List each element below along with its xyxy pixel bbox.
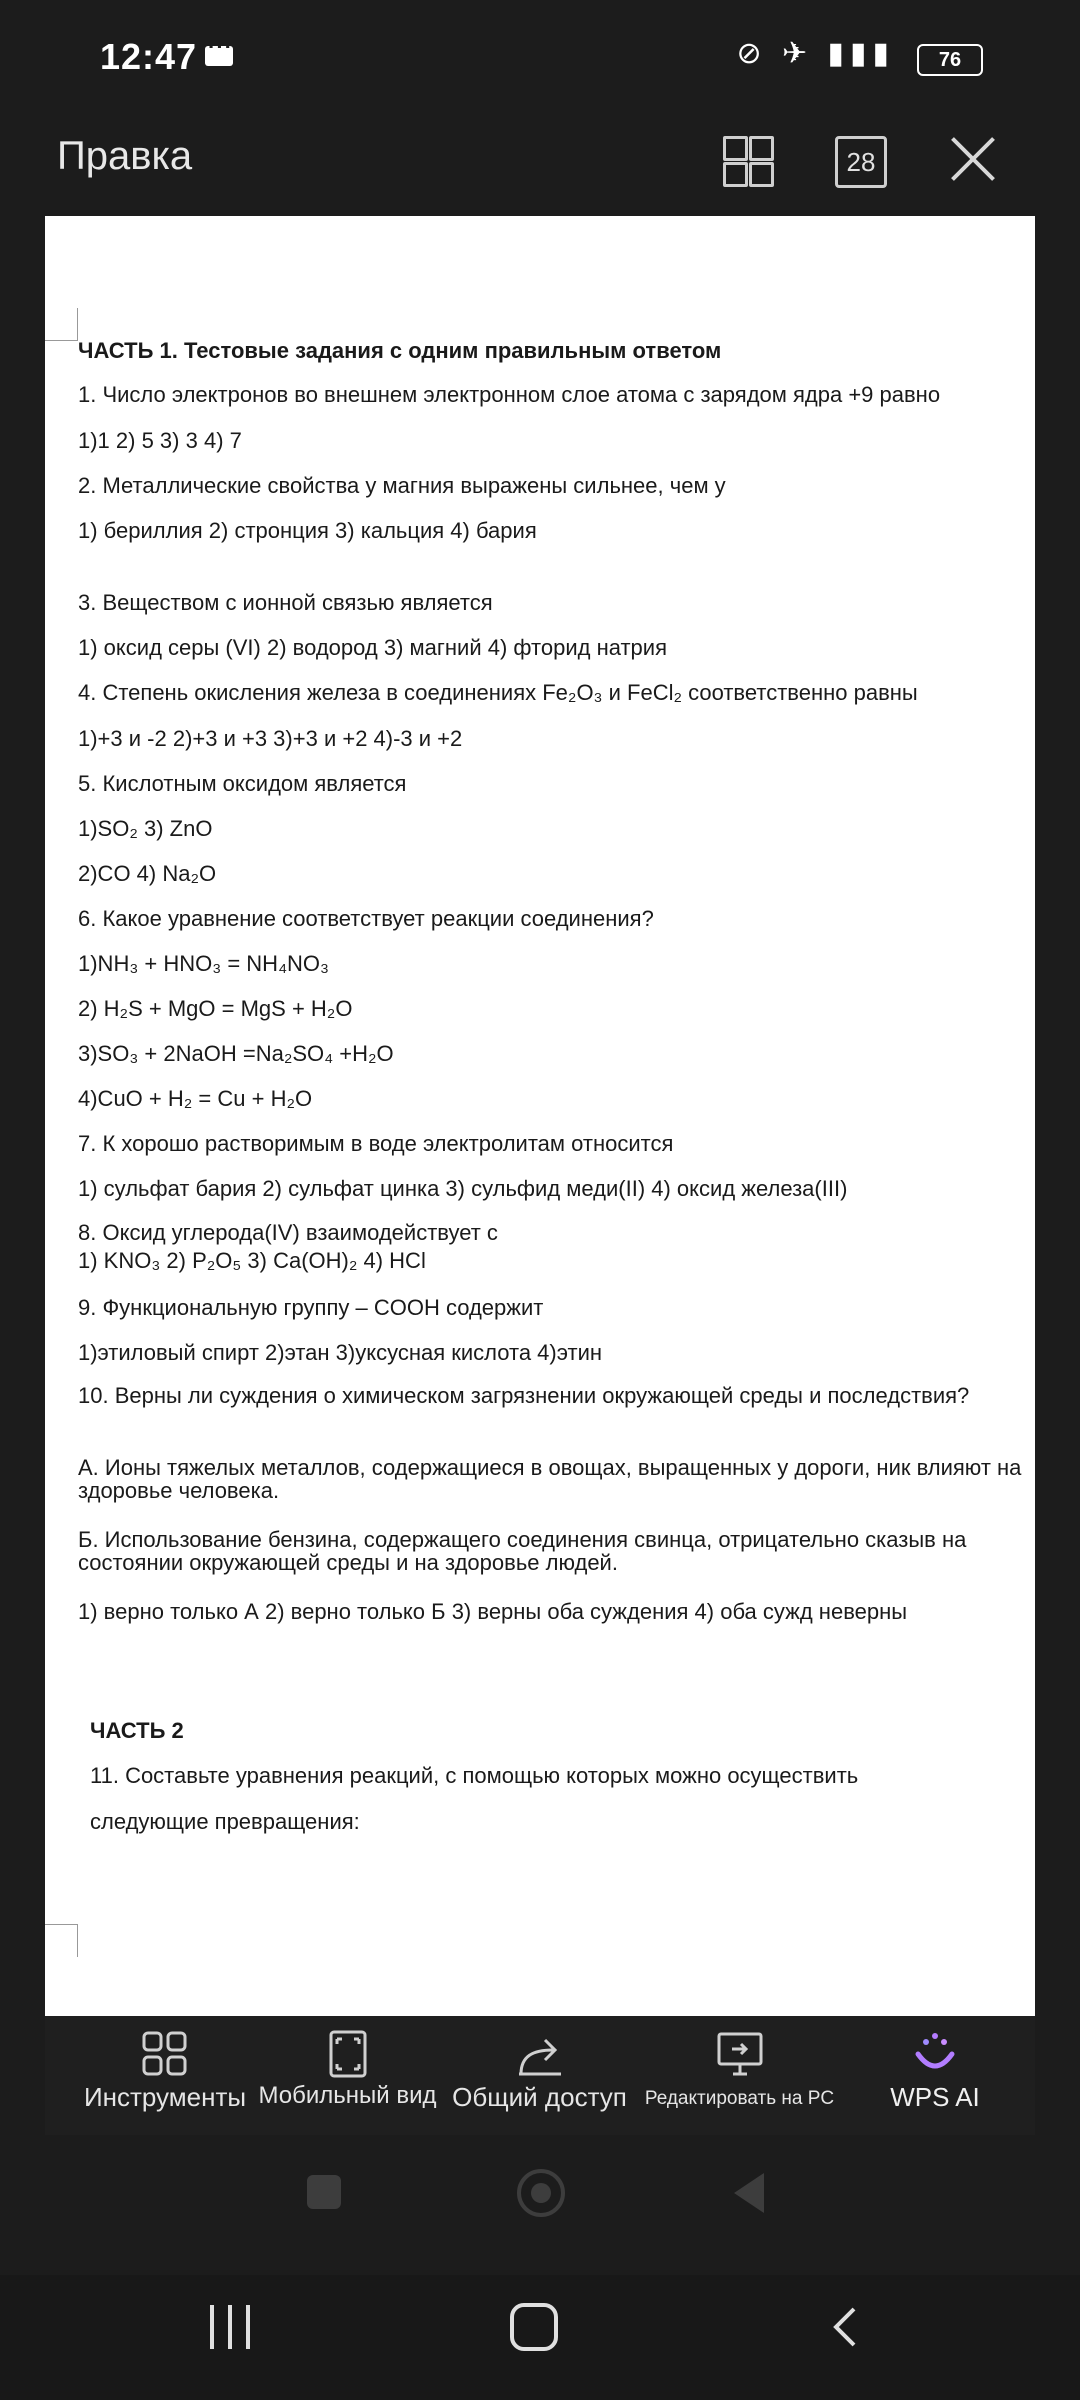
answer-line: 2) H₂S + MgO = MgS + H₂O	[78, 996, 353, 1021]
home-icon[interactable]	[510, 2303, 558, 2351]
question-line: 11. Составьте уравнения реакций, с помощью которых можно осуществить	[90, 1763, 859, 1788]
question-line: 7. К хорошо растворимым в воде электролитам относится	[78, 1131, 674, 1156]
bottom-toolbar	[45, 2016, 1035, 2135]
record-icon[interactable]	[517, 2169, 565, 2217]
status-bar	[45, 0, 1035, 120]
question-line: 1. Число электронов во внешнем электронном слое атома с зарядом ядра +9 равно	[78, 382, 941, 407]
answer-line: 1)+3 и -2 2)+3 и +3 3)+3 и +2 4)-3 и +2	[78, 726, 463, 751]
question-line: 2. Металлические свойства у магния выражены сильнее, чем у	[78, 473, 726, 498]
answer-line: 1) бериллия 2) стронция 3) кальция 4) бария	[78, 518, 537, 543]
status-time: 12:47	[100, 36, 198, 77]
edit-on-pc-button[interactable]	[642, 2030, 837, 2130]
page-count-button[interactable]: 28	[835, 136, 887, 188]
section-heading: ЧАСТЬ 1. Тестовые задания с одним правильным ответом	[78, 338, 722, 363]
answer-line: 1) сульфат бария 2) сульфат цинка 3) сульфид меди(II) 4) оксид железа(III)	[78, 1176, 848, 1201]
signal-icons: ⊘ ✈ ▮▮▮	[736, 37, 895, 70]
question-line: 10. Верны ли суждения о химическом загрязнении окружающей среды и последствия?	[78, 1383, 970, 1408]
section-heading: ЧАСТЬ 2	[90, 1718, 184, 1743]
back-triangle-icon[interactable]	[734, 2173, 764, 2213]
grid-view-icon[interactable]	[723, 136, 771, 184]
edit-on-pc-label: Редактировать на PC	[644, 2088, 835, 2109]
tools-button[interactable]	[55, 2030, 275, 2130]
page-title: Правка	[57, 134, 193, 178]
question-line: 6. Какое уравнение соответствует реакции соединения?	[78, 906, 654, 931]
wps-ai-label: WPS AI	[890, 2082, 980, 2112]
battery-indicator: 76	[917, 44, 983, 76]
app-header	[45, 120, 1035, 216]
answer-line: 1)NH₃ + HNO₃ = NH₄NO₃	[78, 951, 330, 976]
share-icon	[515, 2030, 565, 2078]
answer-line: 4)CuO + H₂ = Cu + H₂O	[78, 1086, 313, 1111]
app-window	[45, 0, 1035, 2135]
wps-ai-button[interactable]	[845, 2030, 1025, 2130]
secondary-nav-bar	[0, 2135, 1080, 2275]
answer-line: 2)CO 4) Na₂O	[78, 861, 217, 886]
answer-line: 1) верно только А 2) верно только Б 3) верны оба суждения 4) оба сужд неверны	[78, 1599, 908, 1624]
statement-line: А. Ионы тяжелых металлов, содержащиеся в овощах, выращенных у дороги, ник влияют на здоровье человека.	[78, 1455, 1022, 1504]
ai-sparkle-icon	[910, 2030, 960, 2078]
system-nav-bar	[0, 2275, 1080, 2400]
page-corner-mark	[45, 1924, 78, 1957]
recent-apps-icon[interactable]	[208, 2305, 252, 2349]
answer-line: 1) KNO₃ 2) P₂O₅ 3) Ca(OH)₂ 4) HCl	[78, 1248, 426, 1273]
statement-line: Б. Использование бензина, содержащего соединения свинца, отрицательно сказыв на состоянии окружающей среды и на здоровье людей.	[78, 1527, 967, 1576]
page-corner-mark	[45, 308, 78, 341]
share-label: Общий доступ	[452, 2082, 627, 2112]
share-button[interactable]	[442, 2030, 637, 2130]
question-line: 9. Функциональную группу – COOH содержит	[78, 1295, 544, 1320]
mobile-view-button[interactable]	[250, 2030, 445, 2130]
answer-line: 1)SO₂ 3) ZnO	[78, 816, 213, 841]
question-line: следующие превращения:	[90, 1809, 360, 1834]
document-page	[45, 216, 1035, 2016]
answer-line: 1)этиловый спирт 2)этан 3)уксусная кислота 4)этин	[78, 1340, 603, 1365]
question-line: 4. Степень окисления железа в соединениях Fe₂O₃ и FeCl₂ соответственно равны	[78, 680, 918, 705]
answer-line: 1)1 2) 5 3) 3 4) 7	[78, 428, 242, 453]
desktop-icon	[715, 2030, 765, 2078]
question-line: 8. Оксид углерода(IV) взаимодействует с	[78, 1220, 498, 1245]
tools-icon	[140, 2030, 190, 2078]
back-icon[interactable]	[826, 2305, 866, 2349]
close-icon[interactable]	[945, 130, 1001, 186]
question-line: 3. Веществом с ионной связью является	[78, 590, 493, 615]
answer-line: 3)SO₃ + 2NaOH =Na₂SO₄ +H₂O	[78, 1041, 394, 1066]
message-icon	[205, 46, 233, 66]
tools-label: Инструменты	[83, 2082, 247, 2112]
answer-line: 1) оксид серы (VI) 2) водород 3) магний 4) фторид натрия	[78, 635, 667, 660]
stop-icon[interactable]	[307, 2175, 341, 2209]
mobile-view-icon	[323, 2030, 373, 2078]
question-line: 5. Кислотным оксидом является	[78, 771, 407, 796]
mobile-view-label: Мобильный вид	[258, 2082, 437, 2109]
